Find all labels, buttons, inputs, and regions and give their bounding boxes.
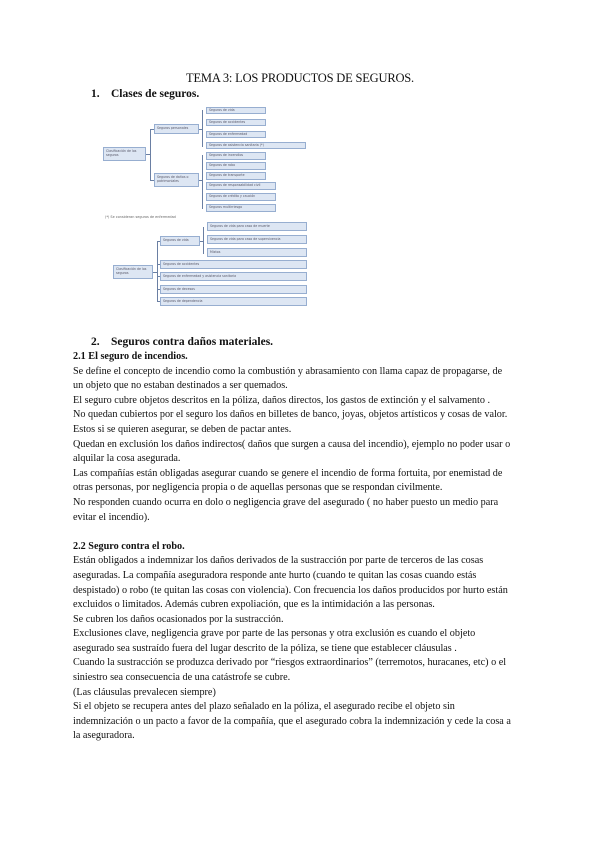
tree2-single [160, 297, 307, 306]
paragraph: Si el objeto se recupera antes del plazo señalado en la póliza, el asegurado recibe el objeto sin indemnización o un pacto a favor de la compañía, que el asegurado cobra la indemnización y cede la cosa a la aseguradora. [73, 701, 511, 742]
connector [202, 110, 203, 147]
leaf-label: Seguros de accidentes [163, 261, 200, 266]
leaf-label: Seguros de accidentes [209, 119, 246, 124]
tree1-group-personal [154, 124, 199, 134]
leaf-label: Seguros multirriesgo [209, 205, 243, 210]
leaf-label: Seguros de transporte [209, 173, 245, 178]
tree2-single [160, 285, 307, 294]
leaf-label: Seguros de responsabilidad civil [209, 183, 261, 188]
leaf-label: Seguros de dependencia [163, 298, 203, 303]
connector [150, 129, 151, 180]
tree2-root-box [113, 265, 153, 279]
paragraph: No quedan cubiertos por el seguro los daños en billetes de banco, joyas, objetos artísticos y cosas de valor. Estos si se quieren asegurar, se deben de pactar antes. [73, 409, 508, 435]
tree1-leaf [206, 107, 266, 114]
subsection-2-1-heading: 2.1 El seguro de incendios. [73, 351, 188, 362]
leaf-label: Seguros de robo [209, 163, 236, 168]
spacer [73, 525, 513, 540]
tree1-root-box [103, 147, 146, 161]
leaf-label: Seguros de vida para caso de supervivencia [210, 236, 281, 241]
tree1-root-label: Clasificación de los seguros [106, 149, 137, 157]
tree1-leaf [206, 119, 266, 126]
paragraph: No responden cuando ocurra en dolo o negligencia grave del asegurado ( no haber puesto un medio para evitar el incendio). [73, 496, 499, 523]
tree1-leaf [206, 182, 276, 190]
paragraph: Se define el concepto de incendio como la combustión y abrasamiento con llama capaz de propagarse, de un objeto que no estaban destinados a ser quemados. [73, 365, 503, 392]
document-body [73, 350, 513, 744]
tree2-leaf [207, 235, 307, 244]
tree1-leaf [206, 131, 266, 138]
leaf-label: Seguros de vida para caso de muerte [210, 223, 270, 228]
section-2-title: Seguros contra daños materiales. [111, 336, 274, 348]
tree2-leaf [207, 222, 307, 231]
section-1-title: Clases de seguros. [111, 88, 200, 100]
tree2-leaf [207, 248, 307, 257]
paragraph: Cuando la sustracción se produzca derivado por “riesgos extraordinarios” (terremotos, huracanes, etc) o el siniestro sea consecuencia de una catástrofe se cubre. [73, 657, 507, 684]
tree1-leaf [206, 142, 306, 149]
group-label: Seguros personales [157, 126, 189, 131]
insurance-classification-diagram [100, 104, 310, 309]
diagram-footnote: (*) Se consideran seguros de enfermedad [105, 215, 176, 219]
group-label: Seguros de daños o patrimoniales [157, 175, 189, 183]
subsection-2-2-heading: 2.2 Seguro contra el robo. [73, 540, 185, 552]
section-2-number: 2. [91, 336, 100, 348]
connector [202, 155, 203, 209]
tree2-root-label: Clasificación de los seguros [116, 267, 147, 275]
tree1-leaf [206, 162, 266, 170]
tree1-leaf [206, 172, 266, 180]
tree2-single [160, 272, 307, 281]
group-label: Seguros de vida [163, 238, 189, 243]
section-1-heading [91, 88, 199, 100]
paragraph: Quedan en exclusión los daños indirectos( daños que surgen a causa del incendio), ejemplo no poder usar o alquilar la cosa asegurada. [73, 438, 511, 465]
section-2-heading [91, 336, 273, 348]
paragraph: Las compañías están obligadas asegurar cuando se genere el incendio de forma fortuita, por enemistad de otras personas, por negligencia propia o de aquellas personas que se respondan civilmente. [73, 467, 503, 494]
paragraph: Están obligados a indemnizar los daños derivados de la sustracción por parte de terceros de las cosas aseguradas. La compañía aseguradora responde ante hurto (cuando te quitan las cosas cuando estás despistado) o robo (te quitan las cosas con violencia). Con frecuencia los daños producidos por hurto están excluidos o limitados. Además cubren expoliación, que es la intimidación a las personas. [73, 555, 508, 611]
tree1-leaf [206, 152, 266, 160]
document-title: TEMA 3: LOS PRODUCTOS DE SEGUROS. [186, 71, 414, 85]
paragraph: (Las cláusulas prevalecen siempre) [73, 686, 216, 698]
tree1-leaf [206, 204, 276, 212]
tree1-leaf [206, 193, 276, 201]
paragraph: Exclusiones clave, negligencia grave por parte de las personas y otra exclusión es cuando el objeto asegurado sea sustraído fuera del lugar descrito de la póliza, se tiene que establecer cláusulas . [73, 628, 476, 654]
paragraph: Se cubren los daños ocasionados por la sustracción. [73, 613, 284, 625]
tree1-group-damages [154, 173, 199, 187]
connector [157, 241, 158, 301]
leaf-label: Seguros de enfermedad [209, 131, 248, 136]
leaf-label: Seguros de crédito y caución [209, 194, 256, 199]
connector [157, 241, 160, 242]
leaf-label: Seguros de incendios [209, 153, 244, 158]
leaf-label: Mixtos [210, 249, 221, 254]
leaf-label: Seguros de vida [209, 107, 235, 112]
tree2-single [160, 260, 307, 269]
paragraph: El seguro cubre objetos descritos en la póliza, daños directos, los gastos de extinción y el salvamento . [73, 394, 491, 406]
leaf-label: Seguros de decesos [163, 286, 195, 291]
connector [203, 227, 204, 254]
section-1-number: 1. [91, 88, 100, 100]
leaf-label: Seguros de enfermedad y asistencia sanitaria [163, 273, 237, 278]
tree2-group-life [160, 236, 200, 246]
leaf-label: Seguros de asistencia sanitaria (*) [209, 142, 264, 147]
